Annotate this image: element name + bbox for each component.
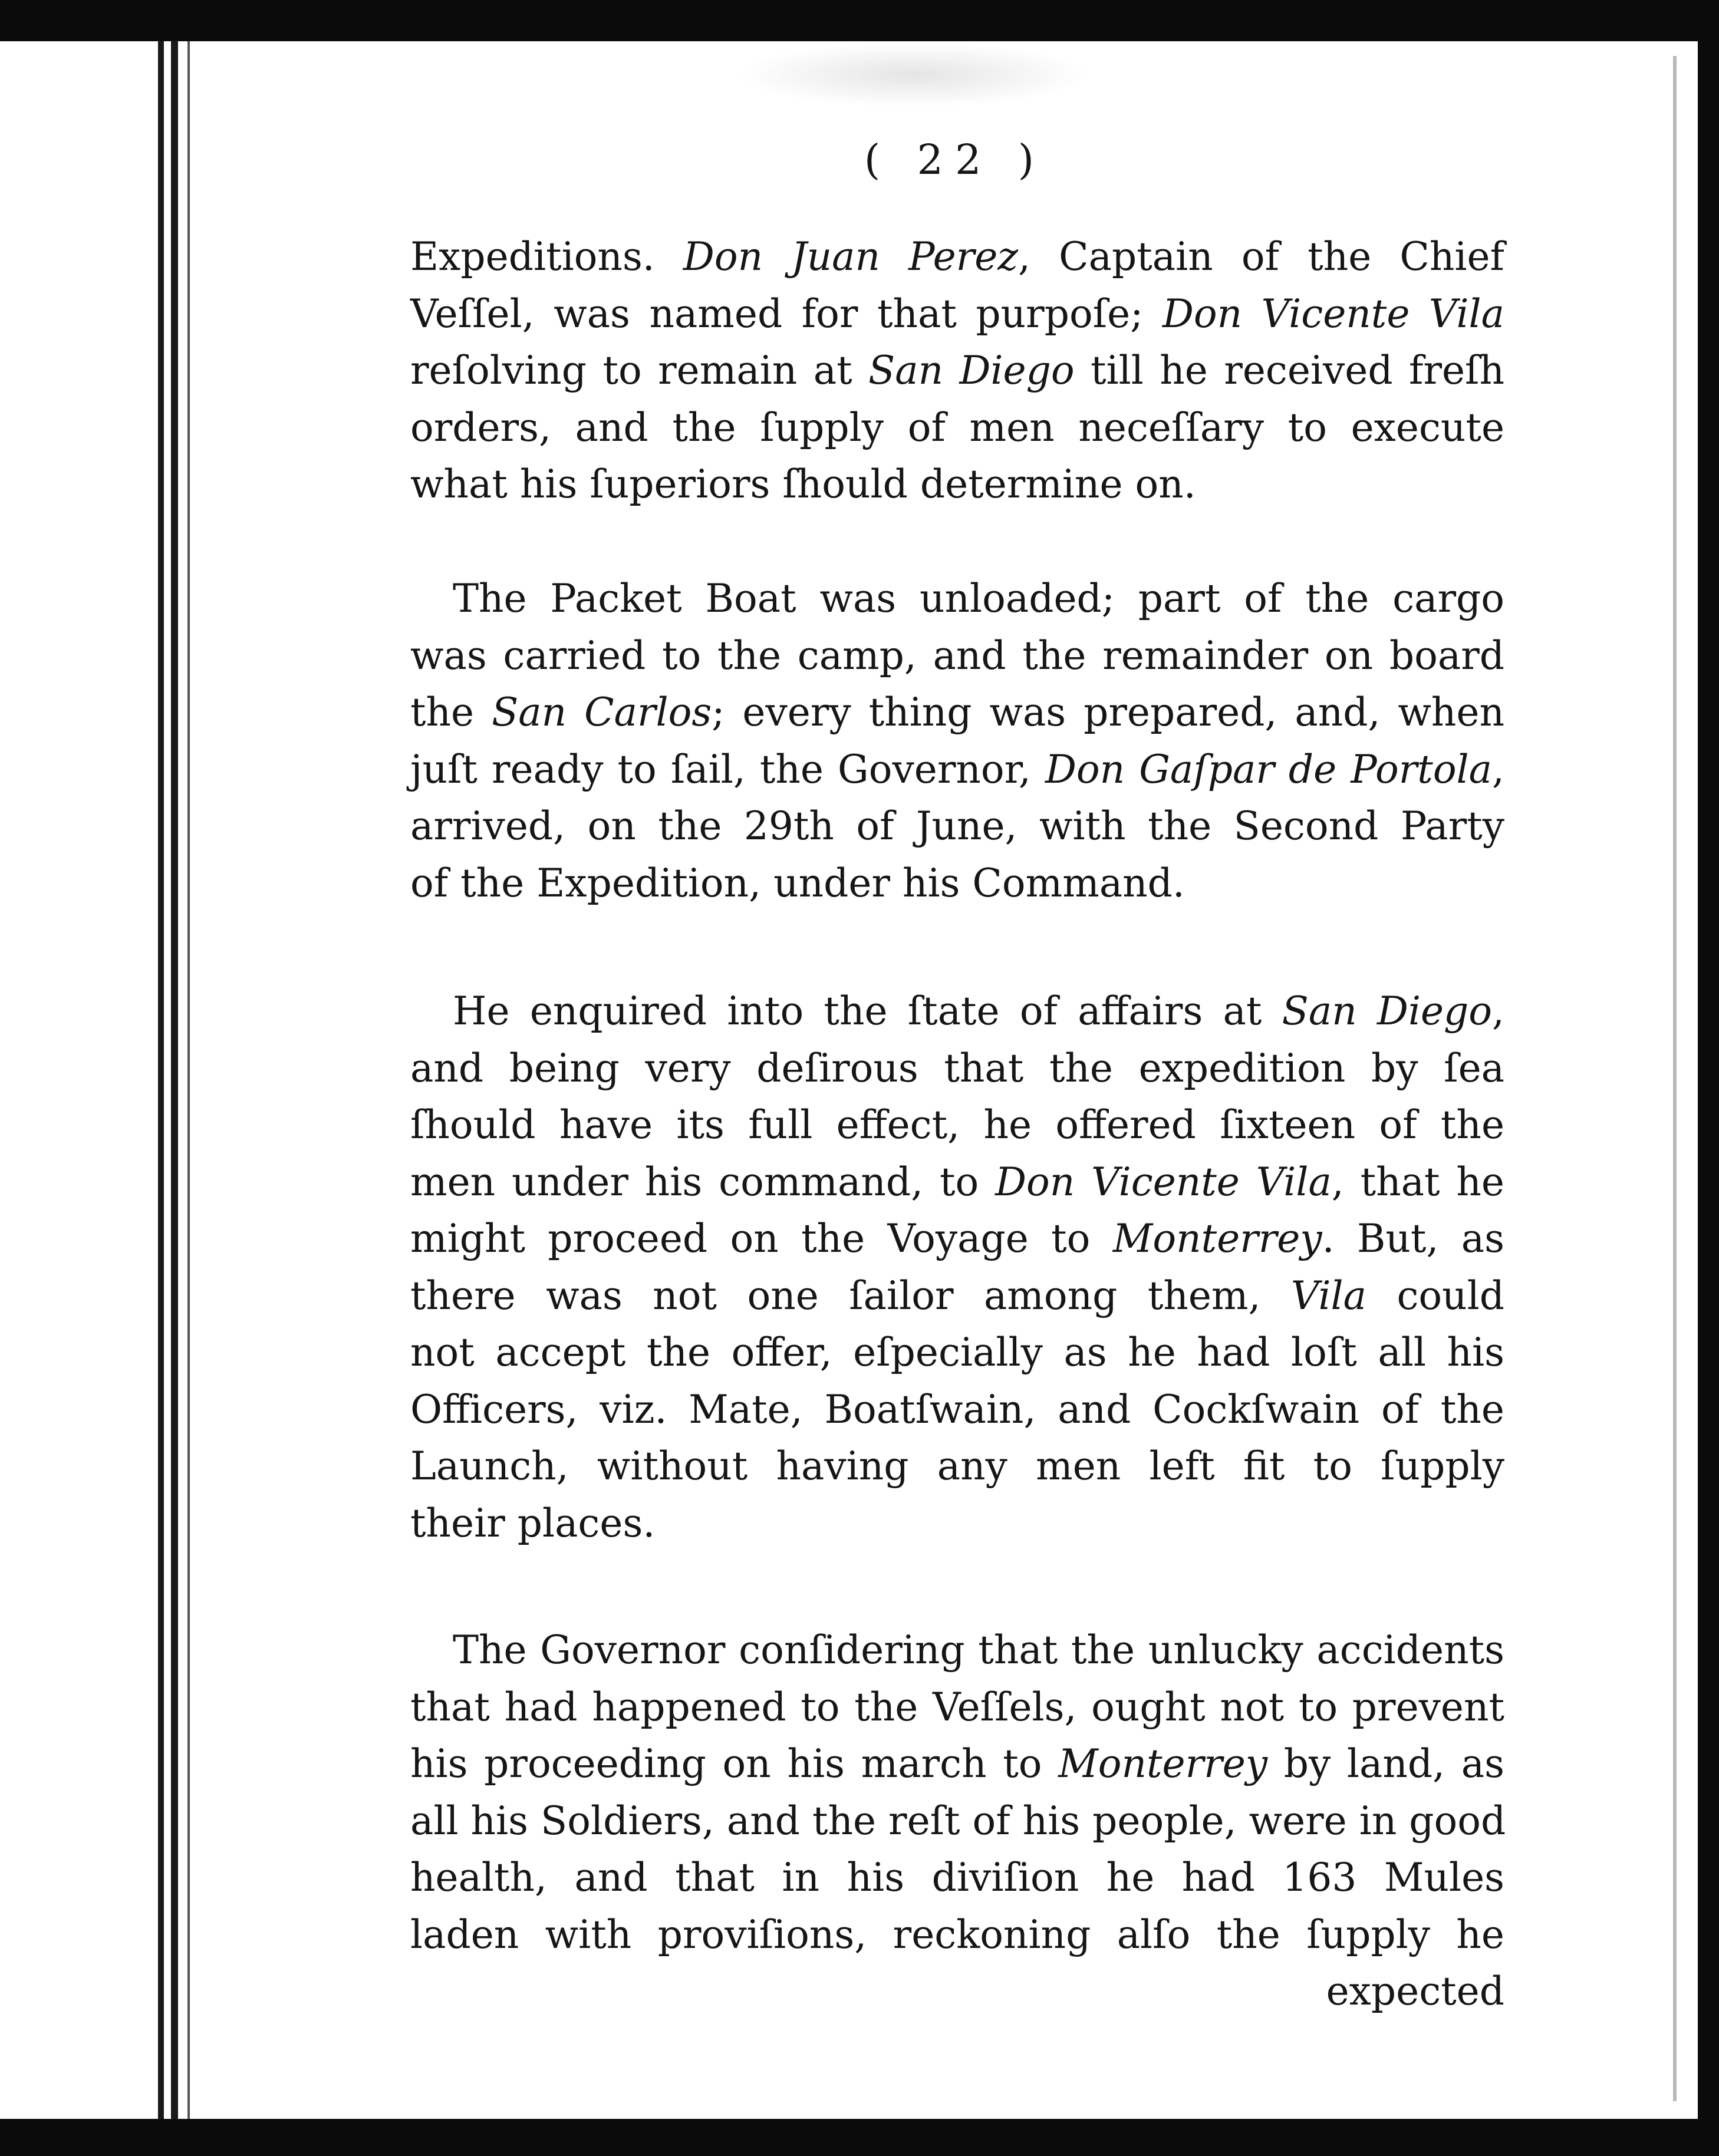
text-line: Expeditions. Don Juan Perez, Captain of the Chief — [410, 234, 1504, 279]
page-smudge — [737, 42, 1091, 107]
text-line: what his ſuperiors ſhould determine on. — [410, 461, 1196, 507]
text-line: laden with proviſions, reckoning alſo the ſupply he — [410, 1911, 1504, 1957]
text-line: their places. — [410, 1500, 656, 1546]
text-line: ſhould have its full effect, he offered ſixteen of the — [410, 1102, 1504, 1148]
text-line: men under his command, to Don Vicente Vila, that he — [410, 1159, 1504, 1205]
text-line: Launch, without having any men left fit to ſupply — [410, 1443, 1504, 1489]
text-line: juſt ready to ſail, the Governor, Don Gaſpar de Portola, — [410, 746, 1504, 792]
text-line: his proceeding on his march to Monterrey by land, as — [410, 1741, 1505, 1786]
text-line: that had happened to the Veſſels, ought not to prevent — [410, 1684, 1504, 1730]
text-line: arrived, on the 29th of June, with the Second Party — [410, 803, 1504, 849]
text-line: might proceed on the Voyage to Monterrey. But, as — [410, 1216, 1504, 1261]
paragraph — [410, 571, 1504, 912]
text-line: the San Carlos; every thing was prepared, and, when — [410, 690, 1504, 735]
facing-page-edge — [0, 41, 158, 2119]
gutter-line — [158, 41, 164, 2119]
text-line: Veſſel, was named for that purpoſe; Don Vicente Vila — [410, 291, 1504, 337]
text-line: all his Soldiers, and the reſt of his people, were in good — [410, 1798, 1506, 1844]
paragraph — [410, 1622, 1504, 2020]
catchword: expected — [1326, 1969, 1504, 2014]
text-line: and being very deſirous that the expedition by ſea — [410, 1045, 1504, 1091]
paragraph — [410, 983, 1504, 1552]
paragraph — [410, 229, 1504, 513]
scan-border-bottom — [0, 2119, 1719, 2156]
page-number: ( 22 ) — [864, 136, 1046, 184]
text-line: He enquired into the ſtate of affairs at San Diego, — [453, 988, 1504, 1034]
gutter-line — [171, 41, 178, 2119]
text-line: was carried to the camp, and the remainder on board — [410, 632, 1504, 678]
text-line: health, and that in his diviſion he had 163 Mules — [410, 1855, 1504, 1900]
scan-border-right — [1698, 0, 1719, 2156]
text-line: there was not one ſailor among them, Vila could — [410, 1272, 1505, 1318]
page-edge — [1673, 56, 1677, 2101]
text-line: of the Expedition, under his Command. — [410, 860, 1185, 906]
text-line: not accept the offer, eſpecially as he had loſt all his — [410, 1330, 1504, 1375]
text-line: Officers, viz. Mate, Boatſwain, and Cockſwain of the — [410, 1386, 1504, 1432]
scan-border-top — [0, 0, 1719, 41]
text-line: The Packet Boat was unloaded; part of the cargo — [453, 576, 1504, 621]
text-line: orders, and the ſupply of men neceſſary to execute — [410, 404, 1504, 450]
text-line: reſolving to remain at San Diego till he received freſh — [410, 348, 1504, 393]
text-line: The Governor conſidering that the unlucky accidents — [453, 1627, 1504, 1673]
